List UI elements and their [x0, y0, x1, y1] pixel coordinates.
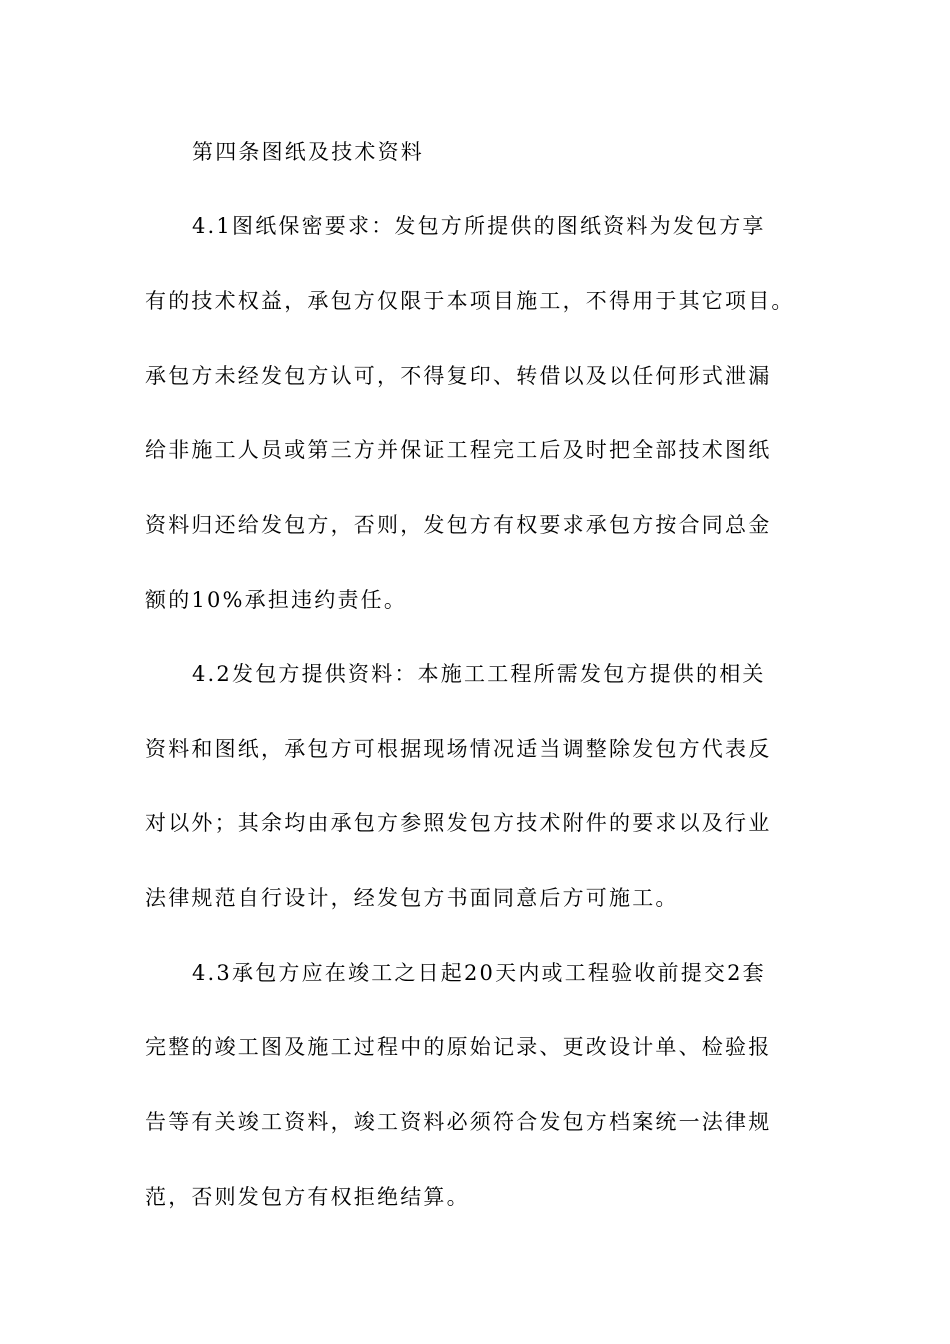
paragraph-line: 给非施工人员或第三方并保证工程完工后及时把全部技术图纸	[145, 438, 772, 462]
paragraph-line: 4.2发包方提供资料：本施工工程所需发包方提供的相关	[192, 662, 766, 686]
paragraph-line: 完整的竣工图及施工过程中的原始记录、更改设计单、检验报	[145, 1035, 772, 1059]
paragraph-line: 4.1图纸保密要求：发包方所提供的图纸资料为发包方享	[192, 214, 766, 238]
paragraph-line: 有的技术权益，承包方仅限于本项目施工，不得用于其它项目。	[145, 289, 795, 313]
paragraph-line: 对以外；其余均由承包方参照发包方技术附件的要求以及行业	[145, 811, 772, 835]
paragraph-line: 范，否则发包方有权拒绝结算。	[145, 1185, 470, 1209]
paragraph-line: 承包方未经发包方认可，不得复印、转借以及以任何形式泄漏	[145, 364, 772, 388]
paragraph-line: 法律规范自行设计，经发包方书面同意后方可施工。	[145, 886, 679, 910]
paragraph-line: 资料归还给发包方，否则，发包方有权要求承包方按合同总金	[145, 513, 772, 537]
paragraph-line: 资料和图纸，承包方可根据现场情况适当调整除发包方代表反	[145, 737, 772, 761]
paragraph-line: 告等有关竣工资料，竣工资料必须符合发包方档案统一法律规	[145, 1110, 772, 1134]
paragraph-line: 4.3承包方应在竣工之日起20天内或工程验收前提交2套	[192, 961, 766, 985]
section-heading: 第四条图纸及技术资料	[192, 140, 424, 164]
paragraph-line: 额的10%承担违约责任。	[145, 588, 408, 612]
